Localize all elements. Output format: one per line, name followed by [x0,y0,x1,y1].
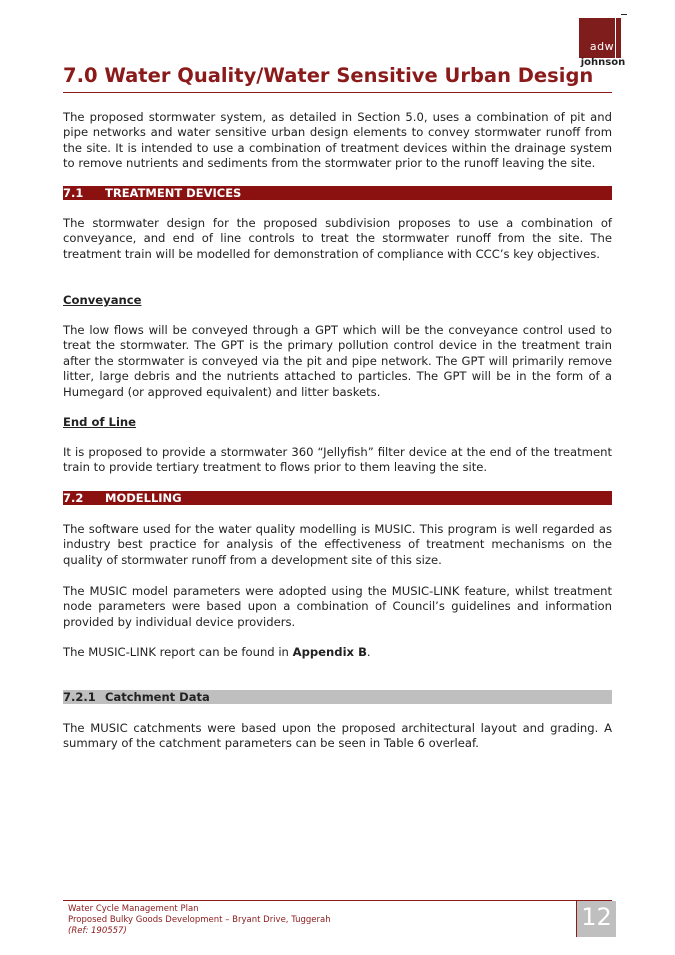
catchment-data-paragraph: The MUSIC catchments were based upon the proposed architectural layout and grading. A summary of the catchment parameters can be seen in Table 6 overleaf. [63,721,612,751]
footer-reference: (Ref: 190557) [68,926,127,936]
modelling-paragraph-2: The MUSIC model parameters were adopted using the MUSIC-LINK feature, whilst treatment node parameters were based upon a combination of Council’s guidelines and information provided by individual device providers. [63,584,612,629]
section-number: 7.1 [63,186,84,200]
intro-paragraph: The proposed stormwater system, as detailed in Section 5.0, uses a combination of pit and pipe networks and water sensitive urban design elements to convey stormwater runoff from the site. It is intended to use a combination of treatment devices within the drainage system to remove nutrients and sediments from the stormwater prior to the runoff leaving the site. [63,110,612,171]
appendix-text: The MUSIC-LINK report can be found in [63,645,293,659]
section-heading-treatment-devices [63,186,612,200]
subsection-label: Catchment Data [105,690,210,704]
section-label: TREATMENT DEVICES [105,186,242,200]
logo-name-text: johnson [580,57,626,68]
footer-rule [63,900,612,901]
modelling-paragraph-1: The software used for the water quality modelling is MUSIC. This program is well regarded as industry best practice for analysis of the effectiveness of treatment mechanisms on the quality of stormwater runoff from a development site of this size. [63,522,612,567]
footer-project-name: Proposed Bulky Goods Development – Bryant Drive, Tuggerah [68,915,331,925]
section-number: 7.2 [63,491,84,505]
conveyance-paragraph: The low flows will be conveyed through a GPT which will be the conveyance control used to treat the stormwater. The GPT is the primary pollution control device in the treatment train after the stormwater is conveyed via the pit and pipe network. The GPT will primarily remove litter, large debris and the nutrients attached to particles. The GPT will be in the form of a Humegard (or approved equivalent) and litter baskets. [63,323,612,399]
subsection-heading-catchment-data [63,690,612,704]
logo-corner-line [621,14,627,15]
section-heading-modelling [63,491,612,505]
treatment-devices-paragraph: The stormwater design for the proposed subdivision proposes to use a combination of conveyance, and end of line controls to treat the stormwater runoff from the site. The treatment train will be modelled for demonstration of compliance with CCC’s key objectives. [63,216,612,261]
page-title: 7.0 Water Quality/Water Sensitive Urban Design [63,64,594,87]
title-rule [63,92,612,93]
company-logo [577,14,627,70]
page-number: 12 [581,903,612,931]
logo-adw-text: adw [589,40,615,53]
modelling-paragraph-3 [63,645,612,660]
conveyance-heading: Conveyance [63,293,142,307]
subsection-number: 7.2.1 [63,690,96,704]
appendix-period: . [366,645,371,659]
appendix-reference: Appendix B [292,645,367,659]
end-of-line-paragraph: It is proposed to provide a stormwater 360 “Jellyfish” filter device at the end of the treatment train to provide tertiary treatment to flows prior to them leaving the site. [63,445,612,475]
end-of-line-heading: End of Line [63,415,137,429]
section-label: MODELLING [105,491,182,505]
footer-document-title: Water Cycle Management Plan [68,904,199,914]
logo-mark [579,18,621,58]
